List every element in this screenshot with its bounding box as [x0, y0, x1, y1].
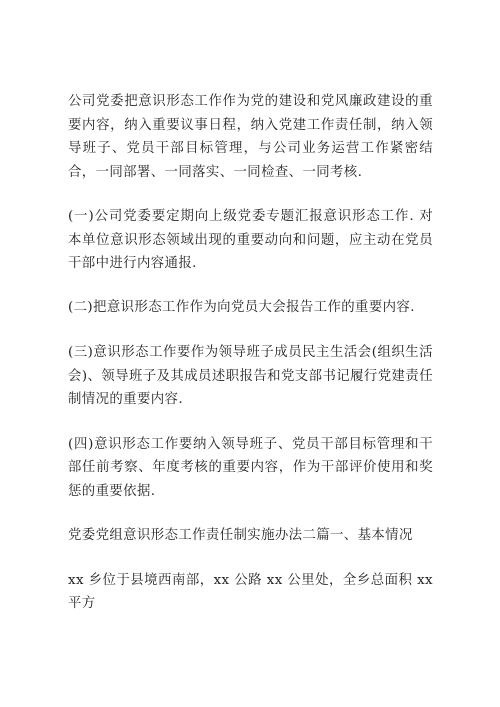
paragraph-item-2: (二)把意识形态工作作为向党员大会报告工作的重要内容. — [68, 299, 415, 315]
paragraph-responsibility-intro: 公司党委把意识形态工作作为党的建设和党风廉政建设的重要内容，纳入重要议事日程，纳入党建工作责任制，纳入领导班子、党员干部目标管理，与公司业务运营工作紧密结合，一同部署、一同落实、一同检查、一同考核. — [68, 94, 433, 180]
paragraph-item-3: (三)意识形态工作要作为领导班子成员民主生活会(组织生活会)、领导班子及其成员述职报告和党支部书记履行党建责任制情况的重要内容. — [68, 345, 433, 407]
paragraph-item-4: (四)意识形态工作要纳入领导班子、党员干部目标管理和干部任前考察、年度考核的重要内容，作为干部评价使用和奖惩的重要依据. — [68, 436, 433, 499]
paragraph-item-1: (一)公司党委要定期向上级党委专题汇报意识形态工作. 对本单位意识形态领域出现的重要动向和问题，应主动在党员干部中进行内容通报. — [68, 209, 433, 271]
paragraph-basic-situation: xx 乡位于县境西南部，xx 公路 xx 公里处，全乡总面积 xx 平方 — [68, 572, 433, 611]
section-heading-line: 党委党组意识形态工作责任制实施办法二篇一、基本情况 — [68, 528, 413, 543]
document-page — [68, 90, 433, 635]
